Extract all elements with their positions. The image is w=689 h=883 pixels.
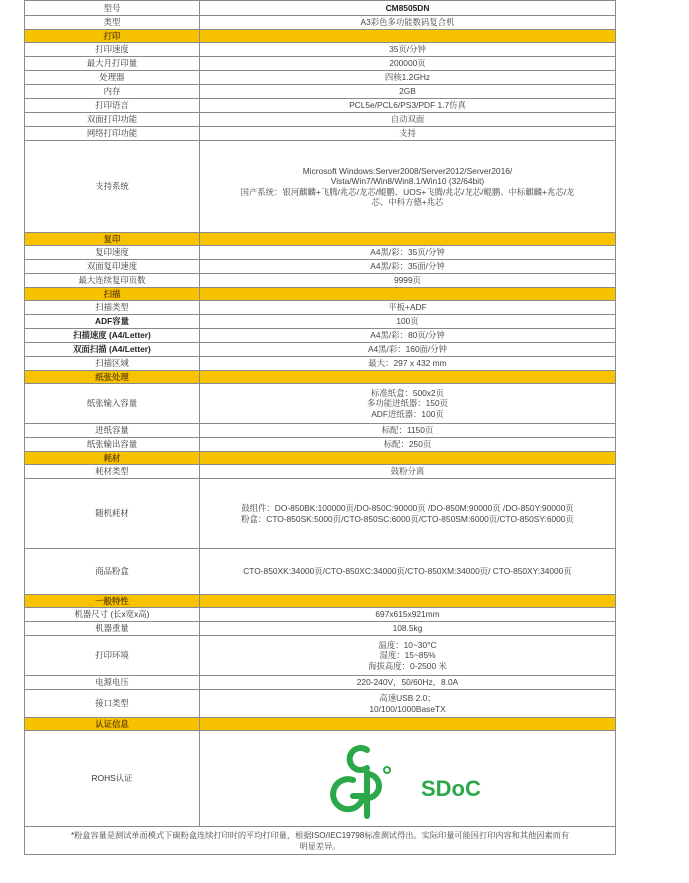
row-value: A4黑/彩：35面/分钟 [200, 260, 616, 274]
table-row [25, 329, 616, 343]
section-print [25, 30, 616, 43]
paper-input-value [200, 384, 616, 424]
table-row [25, 274, 616, 288]
row-value: A4黑/彩：80页/分钟 [200, 329, 616, 343]
row-label: 内存 [25, 85, 200, 99]
table-row [25, 343, 616, 357]
interface-row [25, 690, 616, 718]
row-label: 扫描区域 [25, 357, 200, 371]
section-title: 扫描 [25, 288, 200, 301]
row-value: 35页/分钟 [200, 43, 616, 57]
toner-row [25, 549, 616, 595]
section-title: 打印 [25, 30, 200, 43]
row-label: ROHS认证 [25, 731, 200, 827]
section-filler [200, 233, 616, 246]
row-value: 9999页 [200, 274, 616, 288]
row-value: 108.5kg [200, 622, 616, 636]
row-label: 扫描速度 (A4/Letter) [25, 329, 200, 343]
footnote [25, 827, 616, 855]
footnote-line: 明显差异。 [299, 841, 341, 851]
row-label: 打印速度 [25, 43, 200, 57]
section-cert [25, 718, 616, 731]
section-title: 耗材 [25, 452, 200, 465]
table-row [25, 246, 616, 260]
table-row [25, 301, 616, 315]
row-label: 扫描类型 [25, 301, 200, 315]
row-label: 最大连续复印页数 [25, 274, 200, 288]
row-label: 打印环境 [25, 636, 200, 676]
table-row [25, 71, 616, 85]
row-value: PCL5e/PCL6/PS3/PDF 1.7仿真 [200, 99, 616, 113]
model-row [25, 1, 616, 16]
os-support-value [200, 141, 616, 233]
table-row [25, 424, 616, 438]
row-value: 平板+ADF [200, 301, 616, 315]
row-value: CTO-850XK:34000页/CTO-850XC:34000页/CTO-850XM:34000页/ CTO-850XY:34000页 [200, 549, 616, 595]
table-row [25, 465, 616, 479]
section-title: 复印 [25, 233, 200, 246]
text-line: Vista/Win7/Win8/Win8.1/Win10 (32/64bit) [330, 176, 485, 187]
section-filler [200, 288, 616, 301]
text-line: 标准纸盒：500x2页 [370, 388, 445, 399]
row-value: A3彩色多功能数码复合机 [200, 16, 616, 30]
row-label: 电源电压 [25, 676, 200, 690]
row-value: 100页 [200, 315, 616, 329]
table-row [25, 113, 616, 127]
table-row [25, 608, 616, 622]
table-row [25, 438, 616, 452]
footer-row [25, 827, 616, 855]
row-value: 四核1.2GHz [200, 71, 616, 85]
row-value: A4黑/彩：160面/分钟 [200, 343, 616, 357]
footnote-line: *粉盒容量是测试单面模式下碳粉盒连续打印时的平均打印量，根据ISO/IEC19798标准测试得出。实际印量可能因打印内容和其他因素而有 [70, 830, 570, 840]
row-label: 接口类型 [25, 690, 200, 718]
os-support-row [25, 141, 616, 233]
text-line: Microsoft Windows:Server2008/Server2012/Server2016/ [302, 165, 513, 176]
row-value: 200000页 [200, 57, 616, 71]
row-label: 纸张输入容量 [25, 384, 200, 424]
table-row [25, 676, 616, 690]
table-row [25, 99, 616, 113]
row-label: 随机耗材 [25, 479, 200, 549]
table-row [25, 622, 616, 636]
spec-table [24, 0, 616, 855]
row-label: 双面扫描 (A4/Letter) [25, 343, 200, 357]
row-value: 最大：297 x 432 mm [200, 357, 616, 371]
row-value: 697x615x921mm [200, 608, 616, 622]
table-row [25, 43, 616, 57]
section-scan [25, 288, 616, 301]
table-row [25, 16, 616, 30]
row-label: 机器重量 [25, 622, 200, 636]
text-line: 鼓组件：DO-850BK:100000页/DO-850C:90000页 /DO-850M:90000页 /DO-850Y:90000页 [241, 503, 574, 514]
table-row [25, 57, 616, 71]
table-row [25, 357, 616, 371]
paper-input-row [25, 384, 616, 424]
sdoc-text: SDoC [420, 775, 481, 801]
table-row [25, 260, 616, 274]
row-label: 进纸容量 [25, 424, 200, 438]
row-label: 双面复印速度 [25, 260, 200, 274]
row-label: 最大月打印量 [25, 57, 200, 71]
bundled-row [25, 479, 616, 549]
row-label: ADF容量 [25, 315, 200, 329]
row-label: 支持系统 [25, 141, 200, 233]
row-label: 商品粉盒 [25, 549, 200, 595]
text-line: 粉盒：CTO-850SK:5000页/CTO-850SC:6000页/CTO-850SM:6000页/CTO-850SY:6000页 [241, 513, 574, 524]
row-label: 处理器 [25, 71, 200, 85]
text-line: 湿度：15~85% [379, 650, 436, 661]
text-line: 10/100/1000BaseTX [369, 703, 446, 714]
section-copy [25, 233, 616, 246]
table-row [25, 85, 616, 99]
row-value: 标配：250页 [200, 438, 616, 452]
section-filler [200, 30, 616, 43]
row-label: 打印语言 [25, 99, 200, 113]
text-line: 海拔高度：0-2500 米 [368, 660, 447, 671]
model-value: CM8505DN [200, 1, 616, 16]
environment-row [25, 636, 616, 676]
bundled-value [200, 479, 616, 549]
section-filler [200, 595, 616, 608]
row-value: 220-240V，50/60Hz，8.0A [200, 676, 616, 690]
interface-value [200, 690, 616, 718]
section-title: 一般特性 [25, 595, 200, 608]
rohs-row [25, 731, 616, 827]
table-row [25, 127, 616, 141]
row-label: 纸张输出容量 [25, 438, 200, 452]
text-line: 芯、中科方德+兆芯 [371, 196, 444, 207]
row-label: 复印速度 [25, 246, 200, 260]
row-value: 标配：1150页 [200, 424, 616, 438]
row-label: 网络打印功能 [25, 127, 200, 141]
model-label: 型号 [25, 1, 200, 16]
section-filler [200, 718, 616, 731]
spec-sheet [24, 0, 616, 880]
section-title: 认证信息 [25, 718, 200, 731]
section-paper [25, 371, 616, 384]
environment-value [200, 636, 616, 676]
section-consumables [25, 452, 616, 465]
section-filler [200, 452, 616, 465]
row-value: 2GB [200, 85, 616, 99]
section-filler [200, 371, 616, 384]
text-line: 高速USB 2.0； [379, 693, 436, 704]
row-label: 双面打印功能 [25, 113, 200, 127]
row-value: A4黑/彩：35页/分钟 [200, 246, 616, 260]
text-line: ADF进纸器：100页 [371, 408, 444, 419]
section-title: 纸张处理 [25, 371, 200, 384]
row-label: 类型 [25, 16, 200, 30]
row-label: 机器尺寸 (长x宽x高) [25, 608, 200, 622]
text-line: 温度：10~30°C [378, 640, 437, 651]
row-value: 支持 [200, 127, 616, 141]
row-value: 鼓粉分离 [200, 465, 616, 479]
table-row [25, 315, 616, 329]
row-label: 耗材类型 [25, 465, 200, 479]
china-rohs-logo [202, 738, 613, 820]
text-line: 国产系统：银河麒麟+飞腾/兆芯/龙芯/鲲鹏、UOS+飞腾/兆芯/龙芯/鲲鹏、中标麒麟+兆芯/龙 [240, 186, 575, 197]
text-line: 多功能进纸器：150页 [367, 398, 448, 409]
rohs-logo-icon [323, 738, 493, 820]
row-value: 自动双面 [200, 113, 616, 127]
section-general [25, 595, 616, 608]
rohs-logo-cell [200, 731, 616, 827]
